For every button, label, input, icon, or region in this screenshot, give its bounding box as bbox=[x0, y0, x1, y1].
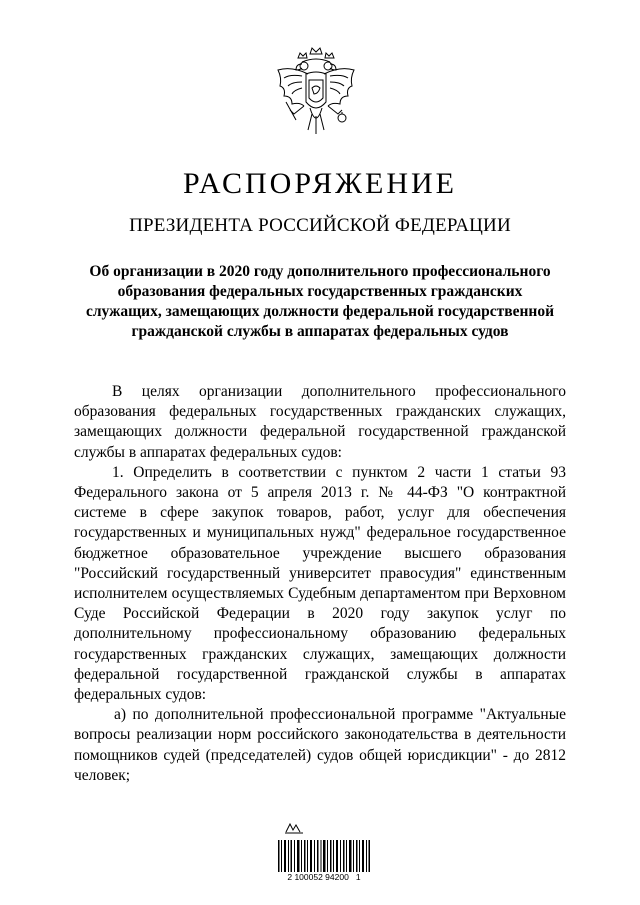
preamble-paragraph: В целях организации дополнительного профессионального образования федеральных государственных гражданских служащих, замещающих должности федеральной государственной гражданской службы в аппаратах федеральных судов: bbox=[74, 383, 566, 461]
registration-mark-icon bbox=[284, 822, 304, 834]
document-heading: Об организации в 2020 году дополнительного профессионального образования федеральных государственных гражданских служащих, замещающих должности федеральной государственной гражданской службы в аппаратах федеральных судов bbox=[85, 263, 555, 340]
document-barcode bbox=[276, 822, 372, 880]
coat-of-arms-icon bbox=[272, 44, 360, 140]
document-type-title: РАСПОРЯЖЕНИЕ bbox=[182, 167, 458, 200]
document-body bbox=[74, 382, 566, 786]
barcode-icon bbox=[276, 840, 372, 872]
subclause-a-paragraph: а) по дополнительной профессиональной программе "Актуальные вопросы реализации норм российского законодательства в деятельности помощников судей (председателей) судов общей юрисдикции" - до 2812 человек; bbox=[74, 706, 566, 784]
clause-1-paragraph: 1. Определить в соответствии с пунктом 2 части 1 статьи 93 Федерального закона от 5 апреля 2013 г. № 44-ФЗ "О контрактной системе в сфере закупок товаров, работ, услуг для обеспечения государственных и муниципальных нужд" федеральное государственное бюджетное образовательное учреждение высшего образования "Российский государственный университет правосудия" единственным исполнителем осуществляемых Судебным департаментом при Верховном Суде Российской Федерации в 2020 году закупок услуг по дополнительному профессиональному образованию федеральных государственных гражданских служащих, замещающих должности федеральной государственной гражданской службы в аппаратах федеральных судов: bbox=[74, 463, 566, 704]
barcode-number: 2 100052 94200 1 bbox=[287, 872, 361, 882]
issuer-line: ПРЕЗИДЕНТА РОССИЙСКОЙ ФЕДЕРАЦИИ bbox=[129, 215, 511, 236]
